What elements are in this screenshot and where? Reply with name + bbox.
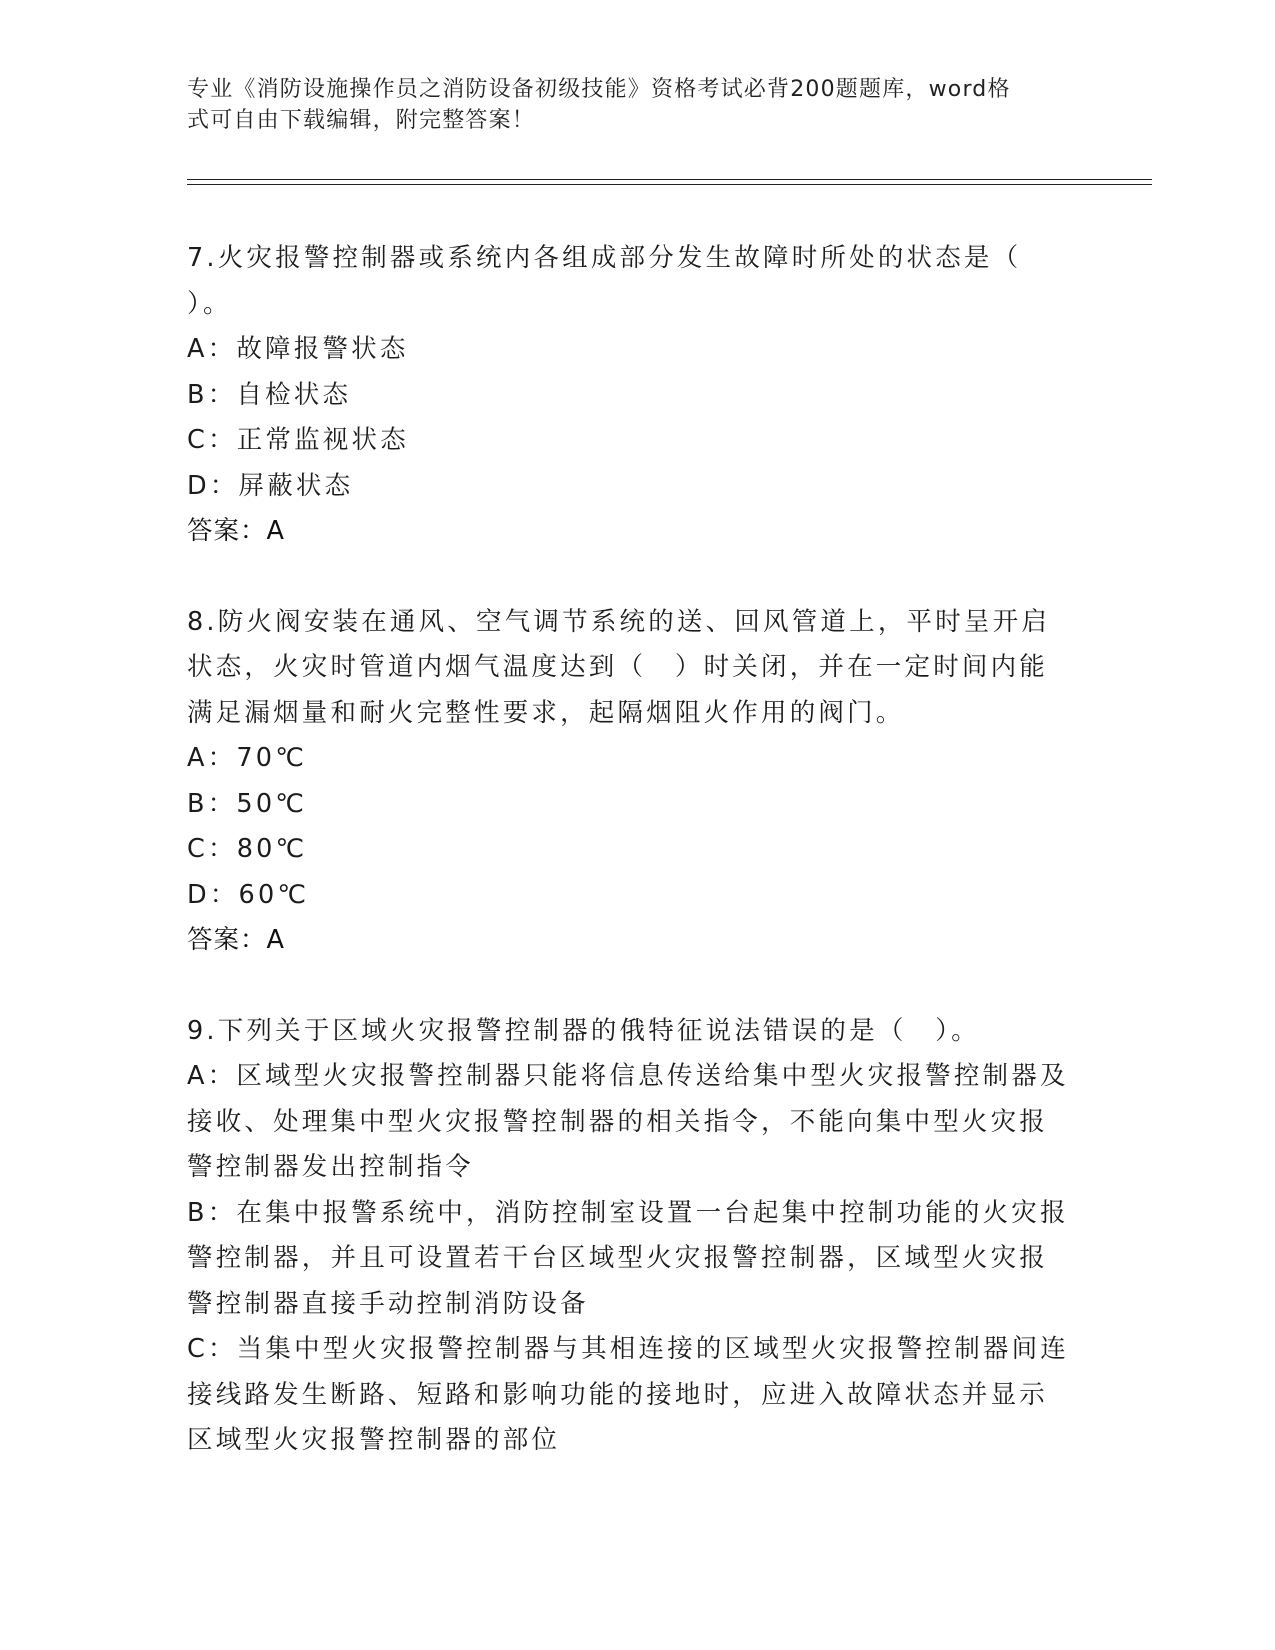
option-a: A：故障报警状态 xyxy=(187,334,409,364)
question-stem-line: 9.下列关于区域火灾报警控制器的俄特征说法错误的是（ ）。 xyxy=(187,1015,980,1046)
option-b-line: B：在集中报警系统中，消防控制室设置一台起集中控制功能的火灾报 xyxy=(187,1197,1069,1228)
question-stem-line: 7.火灾报警控制器或系统内各组成部分发生故障时所处的状态是（ xyxy=(187,243,1022,273)
header-divider-bottom xyxy=(187,184,1152,185)
question-9 xyxy=(187,1009,1087,1464)
spacer xyxy=(187,964,1087,1009)
option-c-line: 接线路发生断路、短路和影响功能的接地时，应进入故障状态并显示 xyxy=(187,1379,1049,1410)
question-stem-line: 8.防火阀安装在通风、空气调节系统的送、回风管道上，平时呈开启 xyxy=(187,606,1051,637)
option-b-line: 警控制器，并且可设置若干台区域型火灾报警控制器，区域型火灾报 xyxy=(187,1243,1049,1273)
header-divider-top xyxy=(187,179,1152,180)
question-list xyxy=(187,236,1087,1464)
answer-line: 答案：A xyxy=(187,925,285,955)
option-d: D：屏蔽状态 xyxy=(187,470,354,501)
document-header xyxy=(187,74,1067,136)
option-a-line: 警控制器发出控制指令 xyxy=(187,1152,475,1182)
option-d: D：60℃ xyxy=(187,879,310,910)
option-a: A：70℃ xyxy=(187,743,308,773)
option-b: B：50℃ xyxy=(187,788,308,819)
option-c-line: 区域型火灾报警控制器的部位 xyxy=(187,1425,561,1455)
question-7 xyxy=(187,236,1087,555)
option-a-line: A：区域型火灾报警控制器只能将信息传送给集中型火灾报警控制器及 xyxy=(187,1061,1069,1091)
option-c: C：正常监视状态 xyxy=(187,425,409,455)
question-8 xyxy=(187,600,1087,964)
option-c: C：80℃ xyxy=(187,834,308,864)
question-stem-line: ）。 xyxy=(187,288,232,319)
question-stem-line: 满足漏烟量和耐火完整性要求，起隔烟阻火作用的阀门。 xyxy=(187,697,905,728)
option-b-line: 警控制器直接手动控制消防设备 xyxy=(187,1288,589,1319)
option-c-line: C：当集中型火灾报警控制器与其相连接的区域型火灾报警控制器间连 xyxy=(187,1334,1070,1364)
spacer xyxy=(187,555,1087,600)
header-line-1: 专业《消防设施操作员之消防设备初级技能》资格考试必背200题题库，word格 xyxy=(187,77,1011,102)
answer-line: 答案：A xyxy=(187,516,285,546)
question-stem-line: 状态，火灾时管道内烟气温度达到（ ）时关闭，并在一定时间内能 xyxy=(187,652,1049,682)
option-a-line: 接收、处理集中型火灾报警控制器的相关指令，不能向集中型火灾报 xyxy=(187,1106,1049,1137)
header-line-2: 式可自由下载编辑，附完整答案！ xyxy=(187,108,536,133)
option-b: B：自检状态 xyxy=(187,379,352,410)
